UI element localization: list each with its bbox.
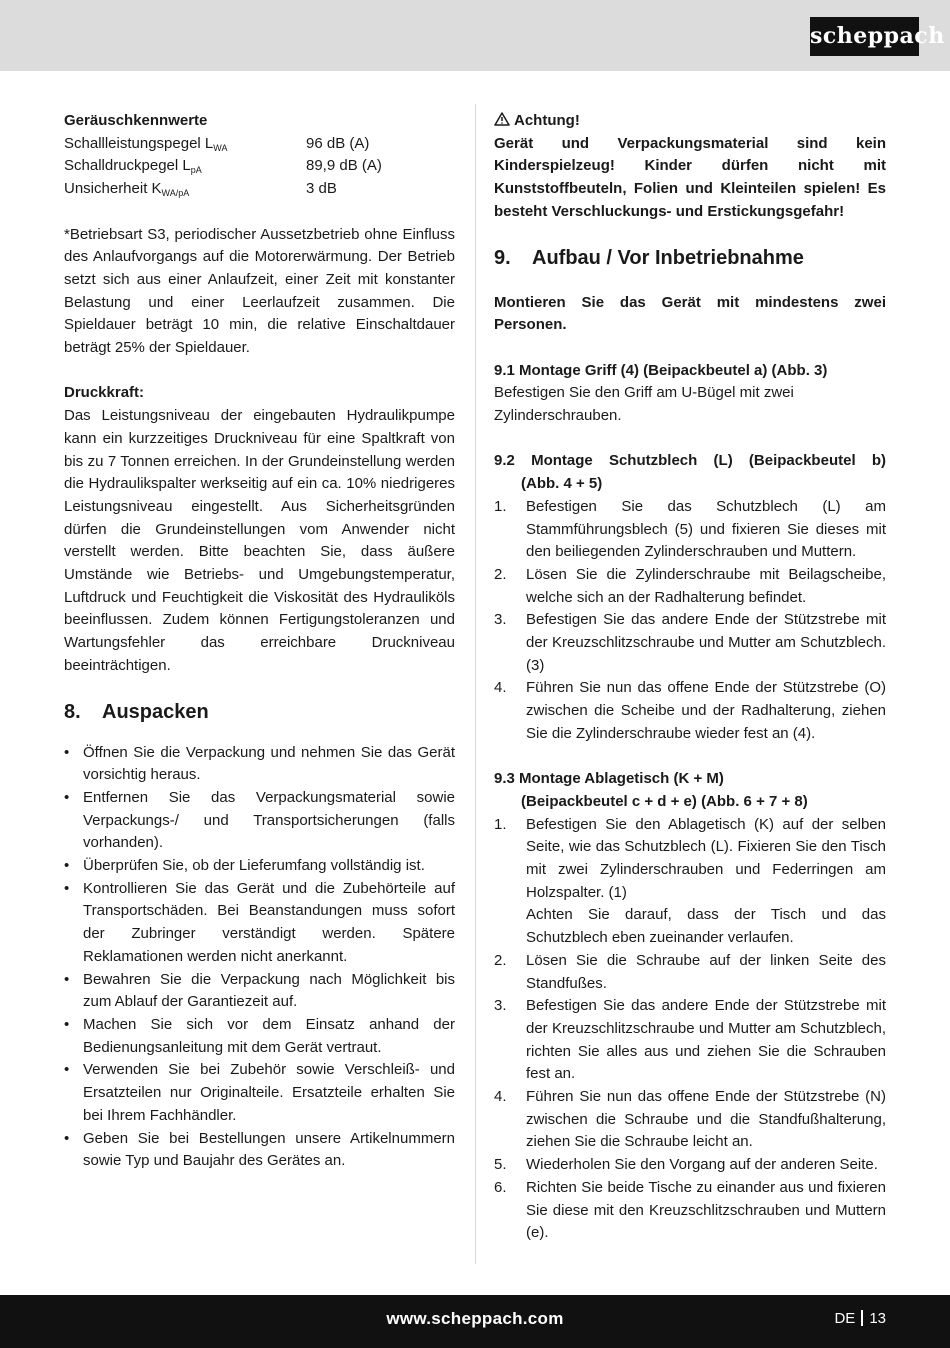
warning-heading: Achtung! xyxy=(494,110,886,133)
list-item: 3. Befestigen Sie das andere Ende der Stützstrebe mit der Kreuzschlitzschraube und Mutter am Schutzblech. (3) xyxy=(494,611,886,674)
spec-row xyxy=(64,133,455,156)
list-item: 4. Führen Sie nun das offene Ende der Stützstrebe (O) zwischen die Scheibe und der Radhalterung, ziehen Sie die Zylinderschraube wieder fest an (4). xyxy=(494,679,886,742)
list-item: 3. Befestigen Sie das andere Ende der Stützstrebe mit der Kreuzschlitzschraube und Mutter am Schutzblech, richten Sie alles aus und ziehen Sie die Schrauben fest an. xyxy=(494,997,886,1083)
list-item: 1. Befestigen Sie das Schutzblech (L) am Stammführungsblech (5) und fixieren Sie dieses mit den beiliegenden Zylinderschrauben und Muttern. xyxy=(494,497,886,561)
pressure-heading: Druckkraft: xyxy=(64,384,145,402)
page-num: 13 xyxy=(869,1310,886,1327)
spec-value: 89,9 dB (A) xyxy=(306,157,382,175)
right-column xyxy=(494,110,886,1245)
list-item: • Öffnen Sie die Verpackung und nehmen Sie das Gerät vorsichtig heraus. xyxy=(64,743,455,784)
subsection-9-1-text: Befestigen Sie den Griff am U-Bügel mit zwei Zylinderschrauben. xyxy=(494,384,794,425)
spec-value: 3 dB xyxy=(306,180,337,198)
list-item: 1. Befestigen Sie den Ablagetisch (K) auf der selben Seite, wie das Schutzblech (L). Fixieren Sie den Tisch mit zwei Zylinderschrauben und Federringen am Holzspalter. (1) Achten Sie darauf, dass der Tisch und das Schutzblech eben zueinander verlaufen. xyxy=(494,815,886,947)
warning-text: Gerät und Verpackungsmaterial sind kein Kinderspielzeug! Kinder dürfen nicht mit Kunststoffbeuteln, Folien und Kleinteilen spielen! Es besteht Verschluckungs- und Erstickungsgefahr! xyxy=(494,134,886,220)
spec-label: Unsicherheit $K_{WA/pA}$ xyxy=(64,180,190,199)
section-9-heading: 9. Aufbau / Vor Inbetriebnahme xyxy=(494,246,804,269)
subsection-9-3-heading-cont: (Beipackbeutel c + d + e) (Abb. 6 + 7 + 8) xyxy=(521,792,808,810)
operating-mode-text: *Betriebsart S3, periodischer Aussetzbetrieb ohne Einfluss des Anlaufvorgangs auf die Motorerwärmung. Der Betrieb setzt sich aus einer Anlaufzeit, einer Zeit mit konstanter Belastung und einer Leerlaufzeit zusammen. Die Spieldauer beträgt 10 min, die relative Einschaltdauer beträgt 25% der Spieldauer. xyxy=(64,225,455,357)
subsection-9-1-heading: 9.1 Montage Griff (4) (Beipackbeutel a) (Abb. 3) xyxy=(494,361,828,379)
spec-label: Schallleistungspegel $L_{WA}$ xyxy=(64,134,228,153)
brand-logo: scheppach xyxy=(810,17,919,56)
spec-row xyxy=(64,178,455,201)
spec-row xyxy=(64,155,455,178)
list-item: • Kontrollieren Sie das Gerät und die Zubehörteile auf Transportschäden. Bei Beanstandungen muss sofort der Zubringer verständigt werden. Spätere Reklamationen werden nicht anerkannt. xyxy=(64,879,455,965)
list-item: 6. Richten Sie beide Tische zu einander aus und fixieren Sie diese mit den Kreuzschlitzschrauben und Muttern (e). xyxy=(494,1178,886,1242)
page-number xyxy=(834,1307,886,1331)
language-code: DE xyxy=(834,1310,856,1327)
warning-triangle-icon xyxy=(494,112,510,126)
spec-value: 96 dB (A) xyxy=(306,134,370,152)
list-item: • Bewahren Sie die Verpackung nach Möglichkeit bis zum Ablauf der Garantiezeit auf. xyxy=(64,970,455,1011)
list-item: • Überprüfen Sie, ob der Lieferumfang vollständig ist. xyxy=(64,857,425,875)
list-item: 5. Wiederholen Sie den Vorgang auf der anderen Seite. xyxy=(494,1156,878,1174)
section-9-intro: Montieren Sie das Gerät mit mindestens zwei Personen. xyxy=(494,293,886,334)
spec-label: Schalldruckpegel $L_{pA}$ xyxy=(64,157,202,176)
subsection-9-3-heading: 9.3 Montage Ablagetisch (K + M) xyxy=(494,770,724,788)
list-item: 2. Lösen Sie die Schraube auf der linken Seite des Standfußes. xyxy=(494,951,886,992)
left-column xyxy=(64,110,455,1173)
subsection-9-2-heading: 9.2 Montage Schutzblech (L) (Beipackbeutel b) xyxy=(494,452,886,470)
column-divider xyxy=(475,104,476,1264)
footer-website-link[interactable]: www.scheppach.com xyxy=(386,1309,564,1328)
subsection-9-2-heading-cont: (Abb. 4 + 5) xyxy=(521,475,603,493)
noise-heading: Geräuschkennwerte xyxy=(64,112,208,129)
list-item: • Entfernen Sie das Verpackungsmaterial sowie Verpackungs-/ und Transportsicherungen (falls vorhanden). xyxy=(64,788,455,852)
footer-bar xyxy=(0,1295,950,1348)
section-8-heading: 8. Auspacken xyxy=(64,700,209,723)
list-item: • Verwenden Sie bei Zubehör sowie Verschleiß- und Ersatzteilen nur Originalteile. Ersatzteile erhalten Sie bei Ihrem Fachhändler. xyxy=(64,1061,455,1124)
list-item: 4. Führen Sie nun das offene Ende der Stützstrebe (N) zwischen die Schraube und die Standfußhalterung, ziehen Sie die Schraube leicht an. xyxy=(494,1088,886,1151)
header-band xyxy=(0,0,950,71)
list-item: 2. Lösen Sie die Zylinderschraube mit Beilagscheibe, welche sich an der Radhalterung befindet. xyxy=(494,565,886,606)
list-item: • Machen Sie sich vor dem Einsatz anhand der Bedienungsanleitung mit dem Gerät vertraut. xyxy=(64,1015,455,1056)
list-item: • Geben Sie bei Bestellungen unsere Artikelnummern sowie Typ und Baujahr des Gerätes an. xyxy=(64,1129,455,1170)
pressure-text: Das Leistungsniveau der eingebauten Hydraulikpumpe kann ein kurzzeitiges Druckniveau für eine Spaltkraft von bis zu 7 Tonnen erreichen. In der Grundeinstellung werden die Hydraulikspalter werkseitig auf ein ca. 10% niedrigeres Leistungsniveau eingestellt. Aus Sicherheitsgründen dürfen die Grundeinstellungen vom Anwender nicht verstellt werden. Bitte beachten Sie, dass äußere Umstände wie Betriebs- und Umgebungstemperatur, Luftdruck und Feuchtigkeit die Viskosität des Hydrauliköls beeinflussen. Zudem können Fertigungstoleranzen und Wartungsfehler das erreichbare Druckniveau beeinträchtigen. xyxy=(64,407,455,674)
